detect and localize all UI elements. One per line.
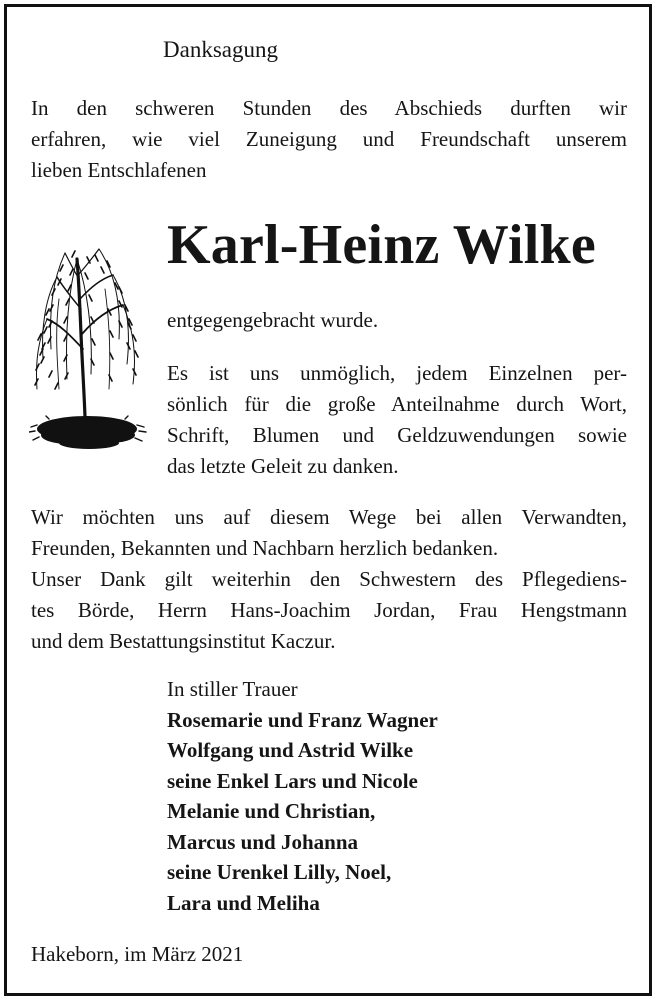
closing-paragraph xyxy=(31,502,627,657)
thanks-paragraph xyxy=(167,358,627,482)
mourner-line: Marcus und Johanna xyxy=(167,829,359,854)
closing-line: und dem Bestattungsinstitut Kaczur. xyxy=(31,629,336,653)
mourner-line: Rosemarie und Franz Wagner xyxy=(167,707,438,732)
obituary-notice xyxy=(4,4,652,996)
thanks-line: sönlich für die große Anteilnahme durch Wort, xyxy=(167,392,627,416)
mourner-line: seine Enkel Lars und Nicole xyxy=(167,768,418,793)
closing-line: Wir möchten uns auf diesem Wege bei allen Verwandten, xyxy=(31,505,627,529)
thanks-line: Schrift, Blumen und Geldzuwendungen sowie xyxy=(167,423,627,447)
intro-line: In den schweren Stunden des Abschieds durften wir xyxy=(31,96,627,120)
intro-paragraph xyxy=(31,93,627,186)
intro-line: erfahren, wie viel Zuneigung und Freundschaft unserem xyxy=(31,127,627,151)
deceased-name: Karl-Heinz Wilke xyxy=(167,214,596,276)
weeping-willow-icon xyxy=(29,239,147,457)
thanks-line: Es ist uns unmöglich, jedem Einzelnen per- xyxy=(167,361,627,385)
closing-line: Freunden, Bekannten und Nachbarn herzlich bedanken. xyxy=(31,536,499,560)
intro-line: lieben Entschlafenen xyxy=(31,158,207,182)
closing-line: tes Börde, Herrn Hans-Joachim Jordan, Frau Hengstmann xyxy=(31,598,627,622)
mourning-intro: In stiller Trauer xyxy=(167,677,298,701)
signature-block xyxy=(167,674,438,918)
heading: Danksagung xyxy=(163,37,278,62)
mourner-line: Wolfgang und Astrid Wilke xyxy=(167,738,414,762)
after-name-text: entgegengebracht wurde. xyxy=(167,308,379,332)
closing-line: Unser Dank gilt weiterhin den Schwestern des Pflegediens- xyxy=(31,567,627,591)
mourner-line: Lara und Meliha xyxy=(167,890,320,915)
mourner-line: Melanie und Christian, xyxy=(167,799,376,823)
place-date: Hakeborn, im März 2021 xyxy=(31,942,244,966)
thanks-line: das letzte Geleit zu danken. xyxy=(167,454,399,478)
mourner-line: seine Urenkel Lilly, Noel, xyxy=(167,860,392,884)
